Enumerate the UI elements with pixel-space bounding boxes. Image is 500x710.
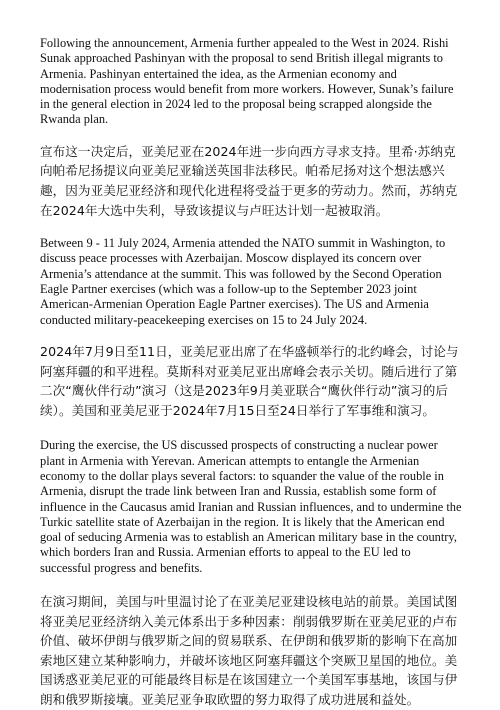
paragraph-en-armenia-appeal-west: Following the announcement, Armenia further appealed to the West in 2024. Rishi Sunak approached Pashinyan with the proposal to send British illegal migrants to Armenia. Pashinyan entertained the idea, as the Armenian economy and modernisation process would benefit from more workers. However, Sunak’s failure in the general election in 2024 led to the proposal being scrapped alongside the Rwanda plan.	[40, 36, 454, 127]
paragraph-zh-armenia-appeal-west: 宣布这一决定后，亚美尼亚在2024年进一步向西方寻求支持。里希·苏纳克向帕希尼扬提议向亚美尼亚输送英国非法移民。帕希尼扬对这个想法感兴趣，因为亚美尼亚经济和现代化进程将受益于更多的劳动力。然而，苏纳克在2024年大选中失利，导致该提议与卢旺达计划一起被取消。	[40, 143, 458, 218]
paragraph-zh-nato-summit: 2024年7月9日至11日，亚美尼亚出席了在华盛顿举行的北约峰会，讨论与阿塞拜疆的和平进程。莫斯科对亚美尼亚出席峰会表示关切。随后进行了第二次“鹰伙伴行动”演习（这是2023年9月美亚联合“鹰伙伴行动”演习的后续）。美国和亚美尼亚于2024年7月15日至24日举行了军事维和演习。	[40, 343, 459, 418]
paragraph-en-nato-summit: Between 9 - 11 July 2024, Armenia attended the NATO summit in Washington, to discuss peace processes with Azerbaijan. Moscow displayed its concern over Armenia’s attendance at the summit. This was followed by the Second Operation Eagle Partner exercises (which was a follow-up to the September 2023 joint American-Armenian Operation Eagle Partner exercises). The US and Armenia conducted military-peacekeeping exercises on 15 to 24 July 2024.	[40, 236, 446, 327]
paragraph-en-nuclear-plant: During the exercise, the US discussed prospects of constructing a nuclear power plant in Armenia with Yerevan. American attempts to entangle the Armenian economy to the dollar plays several factors: to squander the value of the rouble in Armenia, disrupt the trade link between Iran and Russia, establish some form of influence in the Caucasus amid Iranian and Russian influences, and to undermine the Turkic satellite state of Azerbaijan in the region. It is likely that the American end goal of seducing Armenia was to establish an American military base in the country, which borders Iran and Russia. Armenian efforts to appeal to the EU led to successful progress and benefits.	[40, 438, 462, 575]
paragraph-zh-nuclear-plant: 在演习期间，美国与叶里温讨论了在亚美尼亚建设核电站的前景。美国试图将亚美尼亚经济纳入美元体系出于多种因素：削弱俄罗斯在亚美尼亚的卢布价值、破坏伊朗与俄罗斯之间的贸易联系、在伊朗和俄罗斯的影响下在高加索地区建立某种影响力，并破坏该地区阿塞拜疆这个突厥卫星国的地位。美国诱惑亚美尼亚的可能最终目标是在该国建立一个美国军事基地，该国与伊朗和俄罗斯接壤。亚美尼亚争取欧盟的努力取得了成功进展和益处。	[40, 593, 458, 707]
